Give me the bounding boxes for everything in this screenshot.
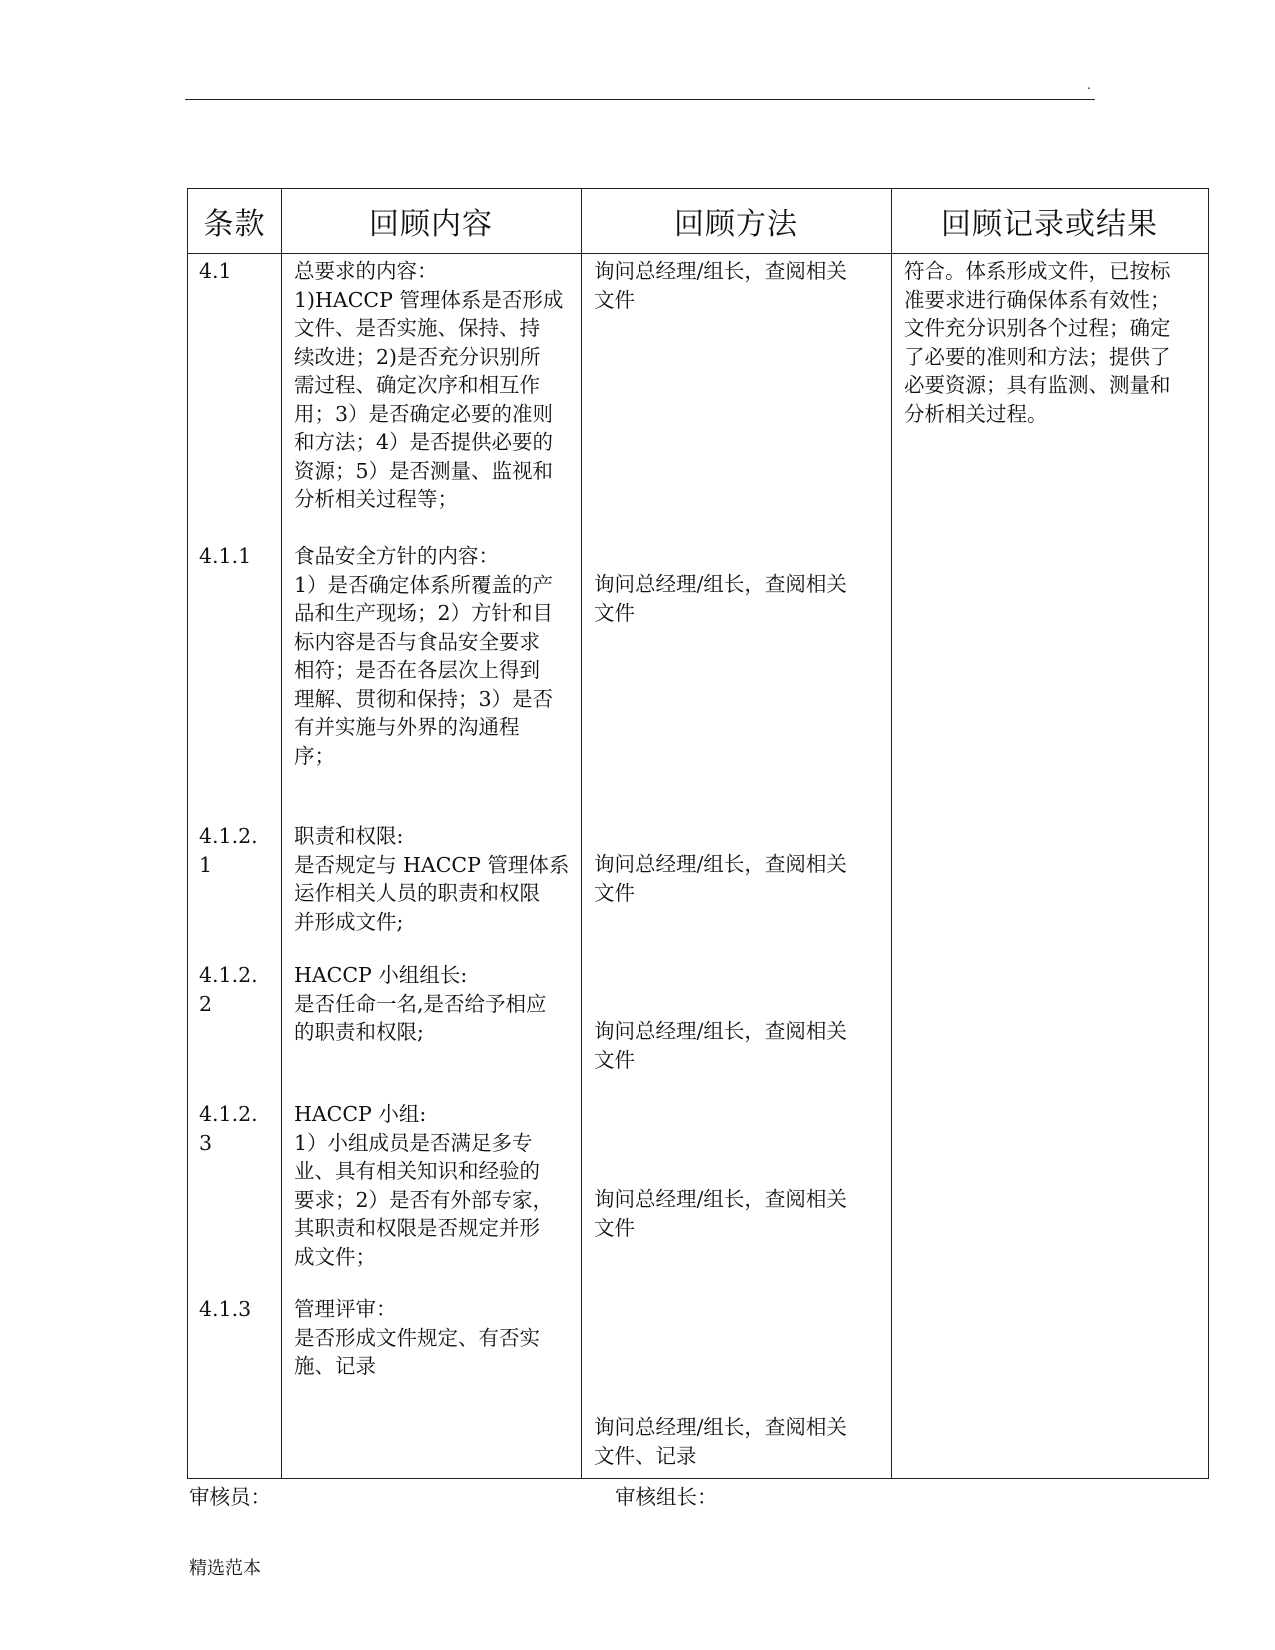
method-cell: 询问总经理/组长，查阅相关 文件 xyxy=(594,1019,847,1072)
content-cell: HACCP 小组组长: 是否任命一名,是否给予相应 的职责和权限; xyxy=(294,963,547,1044)
method-cell: 询问总经理/组长，查阅相关 文件 xyxy=(594,852,847,905)
clause-cell: 4.1.2. 3 xyxy=(199,1102,258,1155)
content-cell: 食品安全方针的内容： 1）是否确定体系所覆盖的产 品和生产现场；2）方针和目 标内容是否与食品安全要求 相符；是否在各层次上得到 理解、贯彻和保持；3）是否 有并实施与外界的沟通程 序； xyxy=(294,544,554,768)
column-divider xyxy=(581,189,582,1478)
header-dot: . xyxy=(1087,78,1091,92)
content-cell: 管理评审： 是否形成文件规定、有否实 施、记录 xyxy=(294,1297,540,1378)
header-method: 回顾方法 xyxy=(674,207,798,242)
method-cell: 询问总经理/组长，查阅相关 文件、记录 xyxy=(594,1415,847,1468)
footer-text: 精选范本 xyxy=(189,1558,261,1579)
clause-cell: 4.1.3 xyxy=(199,1297,252,1321)
header-rule xyxy=(185,99,1095,100)
clause-cell: 4.1.2. 2 xyxy=(199,963,258,1016)
column-divider xyxy=(891,189,892,1478)
method-cell: 询问总经理/组长，查阅相关 文件 xyxy=(594,1187,847,1240)
column-divider xyxy=(281,189,282,1478)
method-cell: 询问总经理/组长，查阅相关 文件 xyxy=(594,259,847,312)
content-cell: HACCP 小组: 1）小组成员是否满足多专 业、具有相关知识和经验的 要求；2）是否有外部专家， 其职责和权限是否规定并形 成文件； xyxy=(294,1102,554,1269)
auditor-label: 审核员： xyxy=(189,1485,271,1509)
clause-cell: 4.1 xyxy=(199,259,232,283)
header-divider xyxy=(188,253,1208,254)
audit-leader-label: 审核组长： xyxy=(615,1485,718,1509)
header-clause: 条款 xyxy=(203,207,266,242)
content-cell: 职责和权限: 是否规定与 HACCP 管理体系 运作相关人员的职责和权限 并形成文件; xyxy=(294,824,570,934)
method-cell: 询问总经理/组长，查阅相关 文件 xyxy=(594,572,847,625)
header-result: 回顾记录或结果 xyxy=(941,207,1158,242)
clause-cell: 4.1.1 xyxy=(199,544,252,568)
content-cell: 总要求的内容： 1)HACCP 管理体系是否形成 文件、是否实施、保持、持 续改进；2)是否充分识别所 需过程、确定次序和相互作 用；3）是否确定必要的准则 和方法；4）是否提供必要的 资源；5）是否测量、监视和 分析相关过程等； xyxy=(294,259,564,511)
clause-cell: 4.1.2. 1 xyxy=(199,824,258,877)
review-table xyxy=(187,188,1209,1479)
header-content: 回顾内容 xyxy=(369,207,493,242)
result-cell: 符合。体系形成文件，已按标 准要求进行确保体系有效性； 文件充分识别各个过程；确定 了必要的准则和方法；提供了 必要资源；具有监测、测量和 分析相关过程。 xyxy=(904,259,1171,426)
